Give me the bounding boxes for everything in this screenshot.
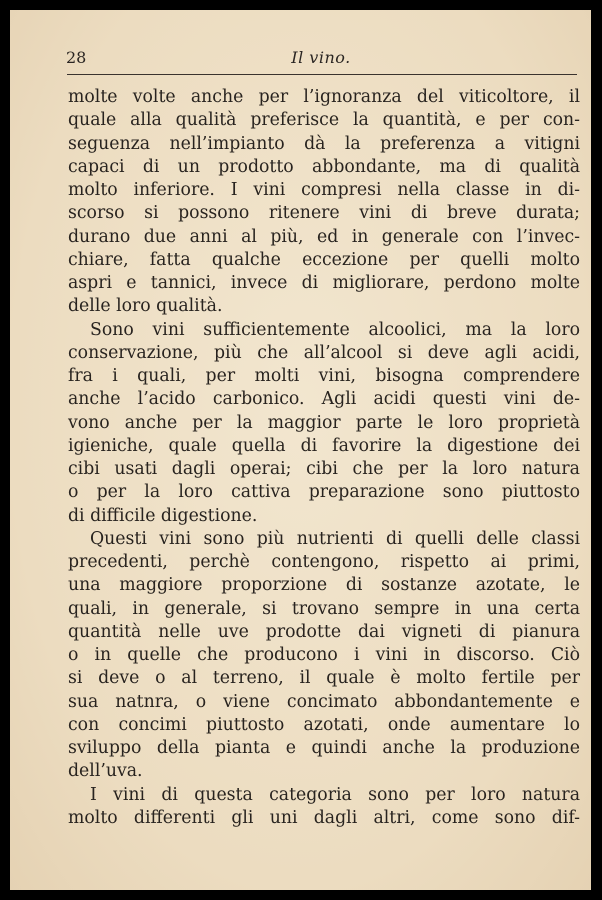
book-page xyxy=(10,10,591,890)
text-line: igieniche, quale quella di favorire la digestione dei xyxy=(68,435,580,456)
text-line: quali, in generale, si trovano sempre in una certa xyxy=(68,598,580,619)
text-line: molte volte anche per l’ignoranza del viticoltore, il xyxy=(68,87,580,107)
text-line: quale alla qualità preferisce la quantità, e per con- xyxy=(68,110,580,131)
text-line: scorso si possono ritenere vini di breve durata; xyxy=(68,203,580,224)
text-line: una maggiore proporzione di sostanze azotate, le xyxy=(68,575,580,596)
page-header xyxy=(66,48,576,72)
text-line: capaci di un prodotto abbondante, ma di qualità xyxy=(68,156,580,177)
text-line: o per la loro cattiva preparazione sono piuttosto xyxy=(68,482,580,503)
text-line: conservazione, più che all’alcool si deve agli acidi, xyxy=(68,342,580,363)
text-line: dell’uva. xyxy=(68,761,143,782)
text-line: anche l’acido carbonico. Agli acidi questi vini de- xyxy=(68,389,580,410)
text-line: I vini di questa categoria sono per loro natura xyxy=(90,784,580,805)
text-line: Sono vini sufficientemente alcoolici, ma la loro xyxy=(90,319,580,340)
text-line: vono anche per la maggior parte le loro proprietà xyxy=(68,412,580,433)
text-line: cibi usati dagli operai; cibi che per la loro natura xyxy=(68,459,580,479)
text-line: sua natnra, o viene concimato abbondantemente e xyxy=(68,691,580,712)
text-line: sviluppo della pianta e quindi anche la produzione xyxy=(68,738,580,758)
text-line: durano due anni al più, ed in generale con l’invec- xyxy=(68,226,580,247)
text-line: con concimi piuttosto azotati, onde aumentare lo xyxy=(68,714,580,735)
text-line: quantità nelle uve prodotte dai vigneti di pianura xyxy=(68,621,580,642)
text-line: di difficile digestione. xyxy=(68,505,258,526)
text-line: seguenza nell’impianto dà la preferenza a vitigni xyxy=(68,133,580,154)
text-line: o in quelle che producono i vini in discorso. Ciò xyxy=(68,645,580,665)
text-line: si deve o al terreno, il quale è molto fertile per xyxy=(68,668,580,689)
text-line: molto differenti gli uni dagli altri, come sono dif- xyxy=(68,807,580,828)
text-line: chiare, fatta qualche eccezione per quelli molto xyxy=(68,249,580,270)
running-title: Il vino. xyxy=(291,48,351,67)
page-number: 28 xyxy=(66,48,87,67)
text-line: aspri e tannici, invece di migliorare, perdono molte xyxy=(68,273,580,293)
text-line: molto inferiore. I vini compresi nella classe in di- xyxy=(68,180,580,200)
text-line: delle loro qualità. xyxy=(68,296,223,317)
text-line: Questi vini sono più nutrienti di quelli delle classi xyxy=(90,528,580,549)
text-line: fra i quali, per molti vini, bisogna comprendere xyxy=(68,366,580,386)
body-text xyxy=(68,86,580,830)
text-line: precedenti, perchè contengono, rispetto ai primi, xyxy=(68,552,580,572)
header-rule xyxy=(67,74,577,75)
